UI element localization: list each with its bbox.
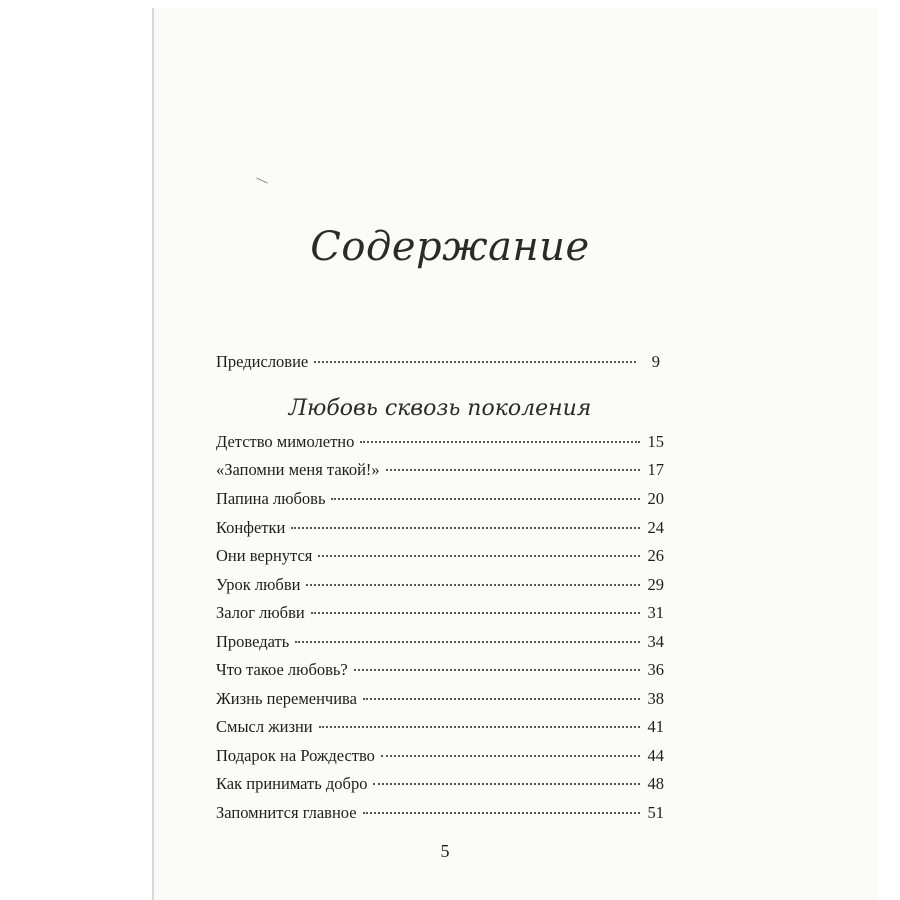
toc-entry-page: 20 xyxy=(647,489,664,508)
toc-entry-label: Подарок на Рождество xyxy=(216,746,375,765)
dot-leader xyxy=(314,361,636,363)
toc-entry xyxy=(216,689,664,709)
dot-leader xyxy=(354,669,640,671)
toc-entry-label: Проведать xyxy=(216,632,290,651)
dot-leader xyxy=(381,755,640,757)
page-number: 5 xyxy=(440,841,450,861)
toc-entry xyxy=(216,660,664,680)
toc-entry-page: 38 xyxy=(647,689,664,708)
toc-entry xyxy=(216,774,664,794)
toc-entry xyxy=(216,803,664,823)
toc-entry-label: Как принимать добро xyxy=(216,774,368,793)
toc-entry-page: 31 xyxy=(647,603,664,622)
toc-entry-label: Папина любовь xyxy=(216,489,326,508)
toc-entry-label: Конфетки xyxy=(216,518,286,537)
toc-entry-page: 29 xyxy=(647,575,664,594)
dot-leader xyxy=(318,555,640,557)
toc-entry-label: Жизнь переменчива xyxy=(216,689,357,708)
dot-leader xyxy=(363,698,640,700)
scan-margin xyxy=(0,0,150,900)
dot-leader xyxy=(386,469,640,471)
toc-entry-label: Запомнится главное xyxy=(216,803,357,822)
dot-leader xyxy=(291,527,640,529)
toc-entry-label: Они вернутся xyxy=(216,546,313,565)
toc-entry-label: Урок любви xyxy=(216,575,301,594)
dot-leader xyxy=(373,783,640,785)
toc-entry xyxy=(216,460,664,480)
toc-entry-page: 36 xyxy=(647,660,664,679)
toc-entry xyxy=(216,717,664,737)
toc-entry xyxy=(216,546,664,566)
toc-entry-page: 51 xyxy=(647,803,664,822)
toc-entry xyxy=(216,603,664,623)
section-title: Любовь сквозь поколения xyxy=(288,396,592,421)
toc-entry-page: 24 xyxy=(647,518,664,537)
toc-entry xyxy=(216,489,664,509)
dot-leader xyxy=(295,641,640,643)
toc-entry-label: Предисловие xyxy=(216,352,309,371)
page-title: Содержание xyxy=(310,224,590,270)
dot-leader xyxy=(331,498,640,500)
toc-entry-page: 34 xyxy=(647,632,664,651)
toc-entry-label: Смысл жизни xyxy=(216,717,313,736)
toc-entry-label: Что такое любовь? xyxy=(216,660,348,679)
toc-entry-page: 41 xyxy=(647,717,664,736)
toc-entry xyxy=(216,746,664,766)
toc-entry-page: 44 xyxy=(647,746,664,765)
toc-entry-label: Залог любви xyxy=(216,603,305,622)
toc-entry xyxy=(216,632,664,652)
toc-entry-page: 17 xyxy=(647,460,664,479)
toc-entry-label: Детство мимолетно xyxy=(216,432,355,451)
toc-entry-page: 48 xyxy=(647,774,664,793)
toc-entry-page: 26 xyxy=(647,546,664,565)
dot-leader xyxy=(306,584,640,586)
toc-entry-page: 9 xyxy=(651,352,660,371)
toc-entry-label: «Запомни меня такой!» xyxy=(216,460,380,479)
toc-entry xyxy=(216,575,664,595)
book-page xyxy=(152,8,878,900)
toc-entry xyxy=(216,432,664,452)
dot-leader xyxy=(363,812,640,814)
dot-leader xyxy=(311,612,640,614)
toc-entry-preface xyxy=(216,352,660,372)
toc-entry-page: 15 xyxy=(647,432,664,451)
dot-leader xyxy=(319,726,640,728)
toc-entry xyxy=(216,518,664,538)
dot-leader xyxy=(360,441,640,443)
